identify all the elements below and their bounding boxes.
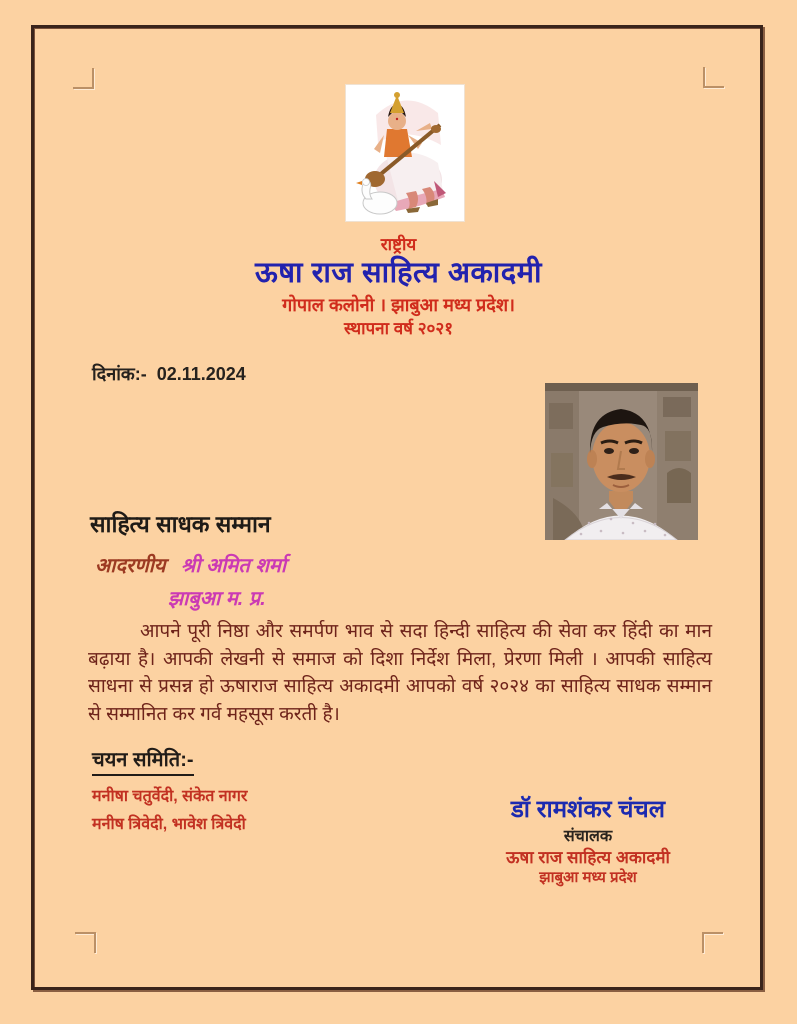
recipient-place: झाबुआ म. प्र. (168, 588, 266, 610)
committee-members-line2: मनीष त्रिवेदी, भावेश त्रिवेदी (92, 816, 246, 833)
saraswati-illustration-icon (346, 85, 464, 221)
signatory-name: डॉ रामशंकर चंचल (510, 796, 666, 823)
letterhead (0, 236, 797, 337)
recipient-photo (545, 383, 698, 540)
recipient-name: श्री अमित शर्मा (181, 555, 287, 577)
signatory-designation: संचालक (563, 828, 613, 845)
citation-paragraph: आपने पूरी निष्ठा और समर्पण भाव से सदा हिन्दी साहित्य की सेवा कर हिंदी का मान बढ़ाया है। आपकी लेखनी से समाज को दिशा निर्देश मिला, प्रेरणा मिली । आपकी साहित्य साधना से प्रसन्न हो ऊषाराज साहित्य अकादमी आपको वर्ष २०२४ का साहित्य साधक सम्मान से सम्मानित कर गर्व महसूस करती है। (88, 621, 712, 725)
date-value: 02.11.2024 (156, 364, 246, 384)
corner-mark-top-right (703, 67, 724, 88)
committee-members-line1: मनीषा चतुर्वेदी, संकेत नागर (92, 788, 248, 805)
corner-mark-top-left (73, 68, 94, 89)
signature-block (468, 798, 708, 885)
national-label: राष्ट्रीय (380, 235, 417, 254)
date-line (92, 362, 246, 386)
corner-mark-bottom-left (75, 932, 96, 953)
signatory-organization: ऊषा राज साहित्य अकादमी (506, 848, 670, 867)
signatory-place: झाबुआ मध्य प्रदेश (539, 869, 637, 886)
academy-name: ऊषा राज साहित्य अकादमी (254, 257, 543, 289)
corner-mark-bottom-right (702, 932, 723, 953)
committee-heading: चयन समिति:- (92, 745, 194, 776)
established-year: स्थापना वर्ष २०२१ (343, 319, 454, 338)
date-label: दिनांक:- (92, 364, 147, 384)
salutation-line (95, 551, 286, 578)
academy-address: गोपाल कलोनी । झाबुआ मध्य प्रदेश। (282, 295, 515, 315)
salutation-label: आदरणीय (95, 555, 166, 577)
award-title: साहित्य साधक सम्मान (90, 511, 271, 537)
